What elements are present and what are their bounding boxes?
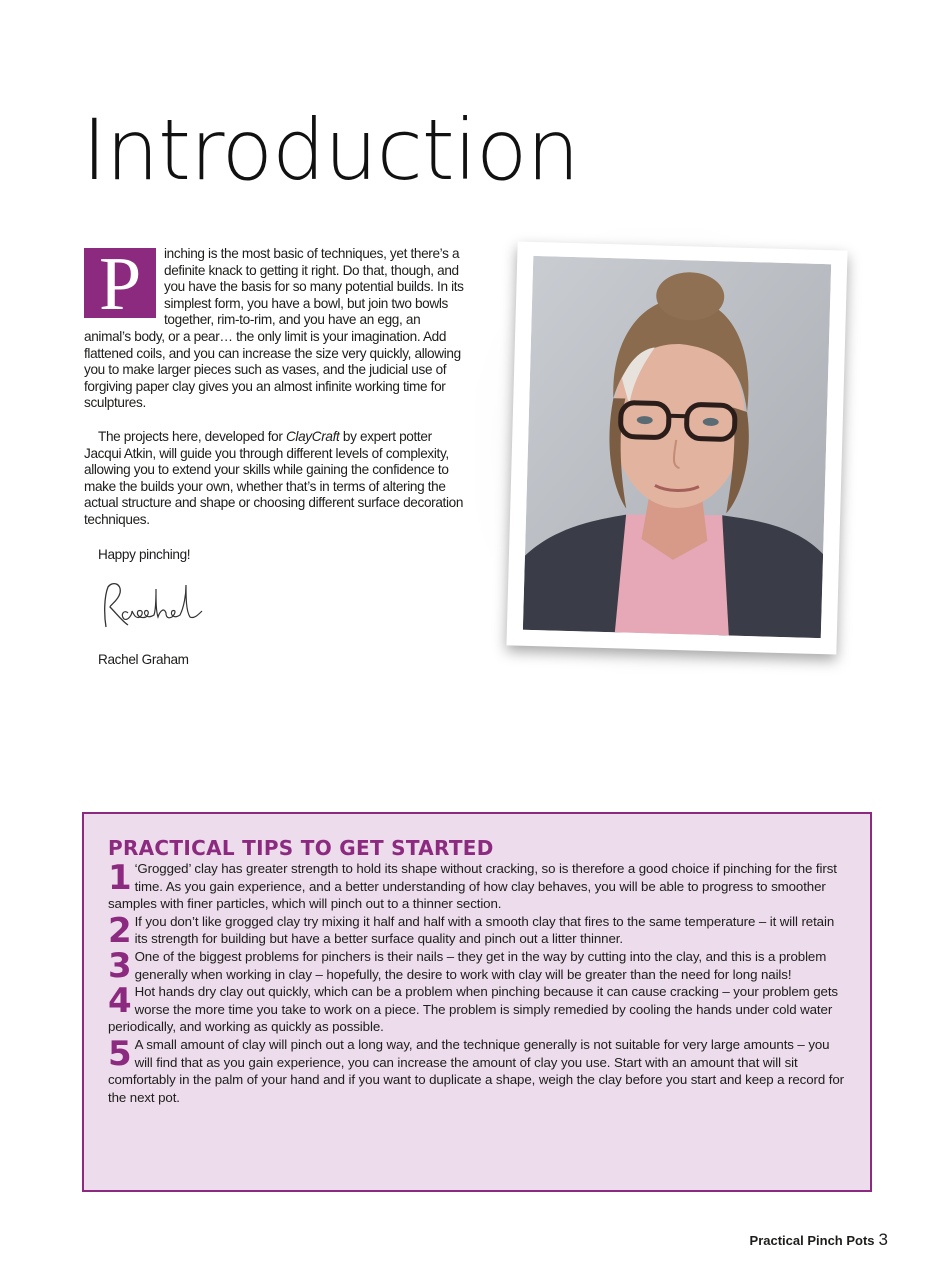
drop-cap: P bbox=[84, 248, 156, 318]
tip-item bbox=[108, 983, 846, 1036]
tip-item bbox=[108, 945, 846, 986]
tip-text: A small amount of clay will pinch out a long way, and the technique generally is not suitable for very large amounts – you will find that as you gain experience, you can increase the amount of clay you use. Start with an amount that will sit comfortably in the palm of your hand and if you want to duplicate a shape, weigh the clay before you start and keep a record for the next pot. bbox=[108, 1036, 844, 1105]
tip-text: If you don’t like grogged clay try mixing it half and half with a smooth clay that fires to the same temperature – it will retain its strength for building but have a better surface quality and pinch out a litter thinner. bbox=[134, 913, 835, 947]
signature bbox=[98, 577, 470, 638]
signer-name: Rachel Graham bbox=[98, 651, 189, 667]
handwritten-signature bbox=[98, 577, 228, 633]
intro-paragraph-2-end: by expert potter Jacqui Atkin, will guide you through different levels of complexity, allowing you to extend your skills while gaining the confidence to make the builds your own, whether that’s in terms of altering the actual structure and shape or choosing different surface decoration techniques. bbox=[84, 428, 464, 527]
intro-paragraph-1 bbox=[84, 242, 470, 412]
page-number: 3 bbox=[878, 1230, 888, 1249]
tip-number: 3 bbox=[108, 945, 132, 986]
page-footer bbox=[750, 1230, 888, 1250]
tips-box bbox=[82, 812, 872, 1192]
author-photo bbox=[506, 241, 847, 654]
tip-item bbox=[108, 860, 846, 913]
intro-paragraph-1-text: inching is the most basic of techniques, yet there’s a definite knack to getting it right. Do that, though, and you have the basis for so many potential builds. In its simplest form, you have a bowl, but join two bowls together, rim-to-rim, and you have an egg, an animal’s body, or a pear… the only limit is your imagination. Add flattened coils, and you can increase the size very quickly, allowing you to make larger pieces such as vases, and the judicial use of forgiving paper clay gives you an almost infinite working time for sculptures. bbox=[84, 246, 464, 411]
sign-off: Happy pinching! bbox=[98, 546, 191, 562]
tip-text: Hot hands dry clay out quickly, which can be a problem when pinching because it can cause cracking – your problem gets worse the more time you take to work on a piece. The problem is simply remedied by cooling the hands under cold water periodically, and working as quickly as possible. bbox=[108, 984, 838, 1035]
tip-number: 5 bbox=[108, 1033, 132, 1074]
page-title: Introduction bbox=[82, 101, 579, 199]
intro-text bbox=[84, 242, 470, 668]
intro-paragraph-2-start: The projects here, developed for bbox=[98, 428, 286, 444]
portrait-image bbox=[523, 256, 831, 638]
intro-paragraph-2 bbox=[84, 429, 470, 529]
publication-name: Practical Pinch Pots bbox=[749, 1233, 875, 1248]
tip-text: ‘Grogged’ clay has greater strength to hold its shape without cracking, so is therefore a good choice if pinching for the first time. As you gain experience, and a better understanding of how clay behaves, you will be able to progress to smoother samples with finer particles, which will pinch out to a thinner section. bbox=[108, 861, 837, 912]
tip-number: 1 bbox=[108, 858, 132, 898]
tip-item bbox=[108, 1033, 846, 1106]
tip-number: 4 bbox=[108, 981, 132, 1022]
tip-number: 2 bbox=[108, 910, 132, 951]
magazine-name: ClayCraft bbox=[285, 428, 340, 444]
tips-title: PRACTICAL TIPS TO GET STARTED bbox=[108, 836, 494, 860]
tip-item bbox=[108, 910, 846, 951]
tip-text: One of the biggest problems for pinchers is their nails – they get in the way by cutting into the clay, and this is a problem generally when working in clay – hopefully, the desire to work with clay will be greater than the need for long nails! bbox=[134, 948, 827, 982]
